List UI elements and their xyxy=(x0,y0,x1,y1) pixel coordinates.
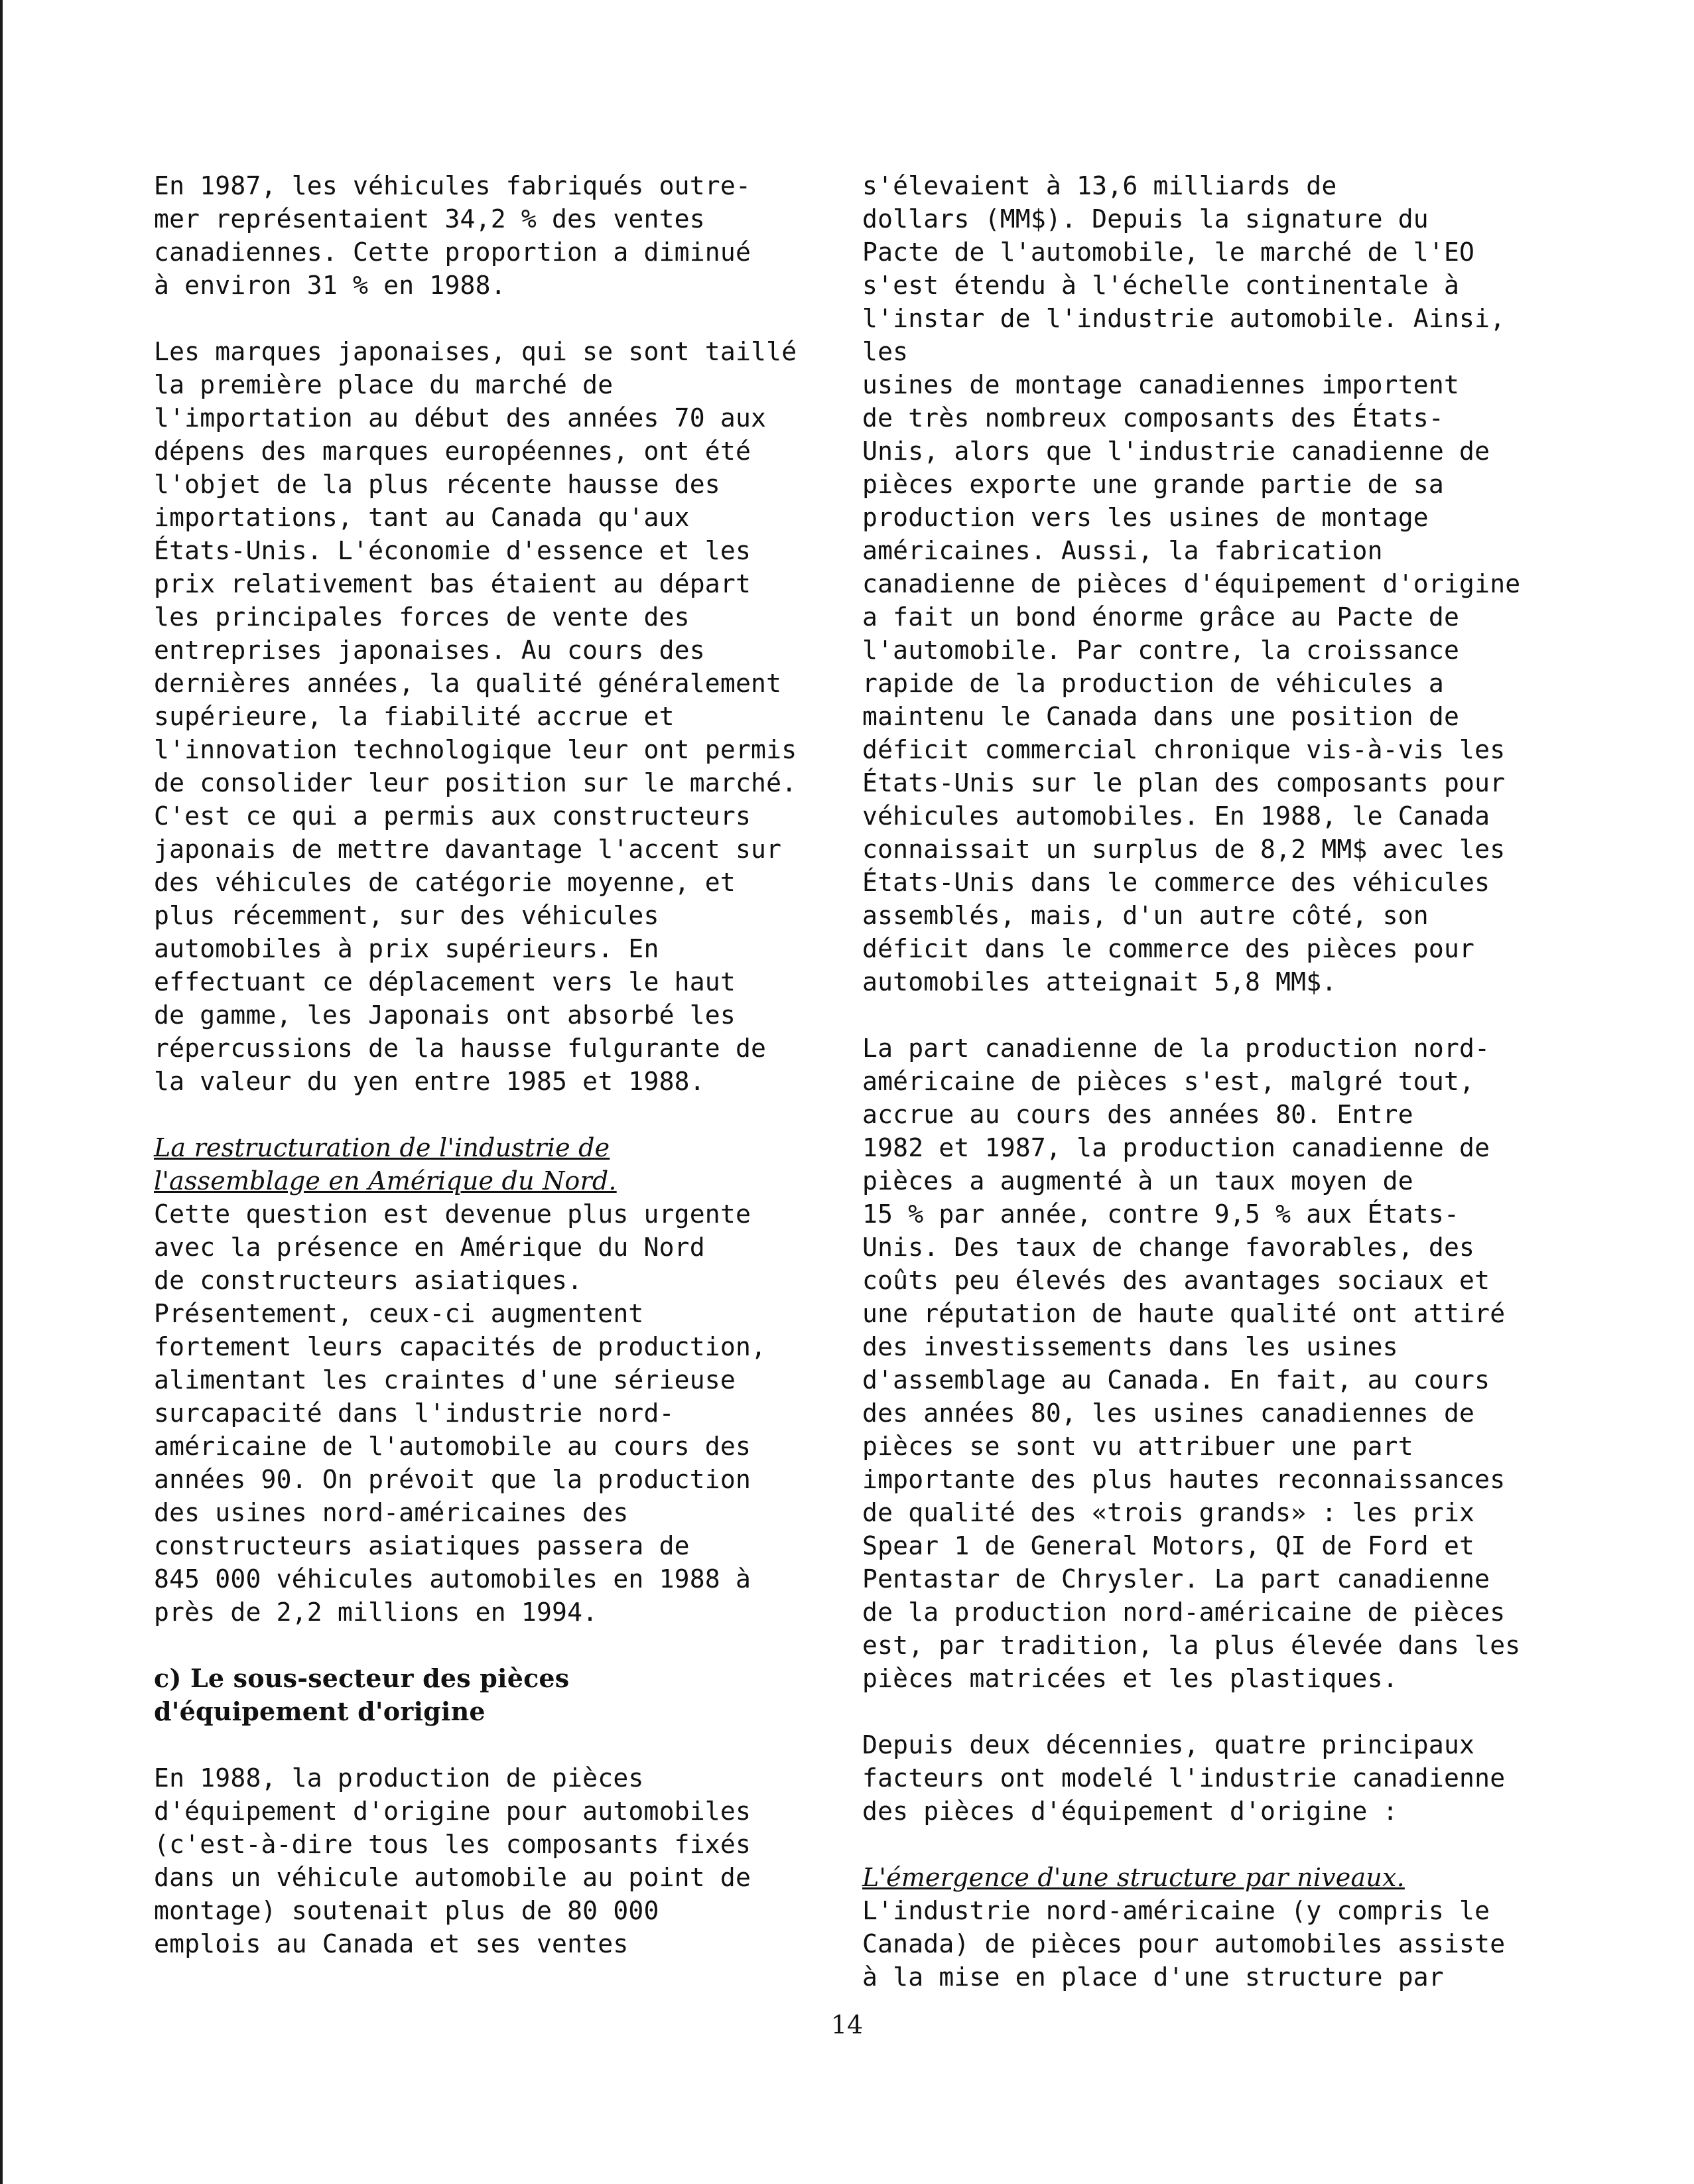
paragraph-japanese-brands: Les marques japonaises, qui se sont taillé la première place du marché de l'importation au début des années 70 aux dépens des marques européennes, ont été l'objet de la plus récente hausse des importations, tant au Canada qu'aux États-Unis. L'économie d'essence et les prix relativement bas étaient au départ les principales forces de vente des entreprises japonaises. Au cours des dernières années, la qualité généralement supérieure, la fiabilité accrue et l'innovation technologique leur ont permis de consolider leur position sur le marché. C'est ce qui a permis aux constructeurs japonais de mettre davantage l'accent sur des véhicules de catégorie moyenne, et plus récemment, sur des véhicules automobiles à prix supérieurs. En effectuant ce déplacement vers le haut de gamme, les Japonais ont absorbé les répercussions de la hausse fulgurante de la valeur du yen entre 1985 et 1988. xyxy=(154,337,797,1096)
paragraph-canadian-share: La part canadienne de la production nord- américaine de pièces s'est, malgré tout, accrue au cours des années 80. Entre 1982 et 1987, la production canadienne de pièces a augmenté à un taux moyen de 15 % par année, contre 9,5 % aux États- Unis. Des taux de change favorables, des coûts peu élevés des avantages sociaux et une réputation de haute qualité ont attiré des investissements dans les usines d'assemblage au Canada. En fait, au cours des années 80, les usines canadiennes de pièces se sont vu attribuer une part importante des plus hautes reconnaissances de qualité des «trois grands» : les prix Spear 1 de General Motors, QI de Ford et Pentastar de Chrysler. La part canadienne de la production nord-américaine de pièces est, par tradition, la plus élevée dans les pièces matricées et les plastiques. xyxy=(862,1034,1521,1693)
paragraph-oem-production: En 1988, la production de pièces d'équipement d'origine pour automobiles (c'est-à-dire tous les composants fixés dans un véhicule automobile au point de montage) soutenait plus de 80 000 emplois au Canada et ses ventes xyxy=(154,1763,751,1958)
paragraph-sales-continuation: s'élevaient à 13,6 milliards de dollars (MM$). Depuis la signature du Pacte de l'automobile, le marché de l'EO s'est étendu à l'échelle continentale à l'instar de l'industrie automobile. Ainsi, les usines de montage canadiennes importent de très nombreux composants des États- Unis, alors que l'industrie canadienne de pièces exporte une grande partie de sa production vers les usines de montage américaines. Aussi, la fabrication canadienne de pièces d'équipement d'origine a fait un bond énorme grâce au Pacte de l'automobile. Par contre, la croissance rapide de la production de véhicules a maintenu le Canada dans une position de déficit commercial chronique vis-à-vis les États-Unis sur le plan des composants pour véhicules automobiles. En 1988, le Canada connaissait un surplus de 8,2 MM$ avec les États-Unis dans le commerce des véhicules assemblés, mais, d'un autre côté, son déficit dans le commerce des pièces pour automobiles atteignait 5,8 MM$. xyxy=(862,171,1521,996)
scan-edge-line xyxy=(0,0,3,2184)
page-number: 14 xyxy=(830,2010,864,2039)
paragraph-tiered-structure: L'industrie nord-américaine (y compris le Canada) de pièces pour automobiles assiste à la mise en place d'une structure par xyxy=(862,1896,1506,1992)
right-column xyxy=(862,169,1532,1994)
left-column xyxy=(154,169,801,1960)
subheading-tiered-structure: L'émergence d'une structure par niveaux. xyxy=(862,1863,1405,1892)
paragraph-four-factors: Depuis deux décennies, quatre principaux facteurs ont modelé l'industrie canadienne des pièces d'équipement d'origine : xyxy=(862,1730,1506,1826)
section-heading-oem-parts: c) Le sous-secteur des pièces d'équipement d'origine xyxy=(154,1663,570,1726)
paragraph-asian-manufacturers: Cette question est devenue plus urgente avec la présence en Amérique du Nord de constructeurs asiatiques. Présentement, ceux-ci augmentent fortement leurs capacités de production, alimentant les craintes d'une sérieuse surcapacité dans l'industrie nord- américaine de l'automobile au cours des années 90. On prévoit que la production des usines nord-américaines des constructeurs asiatiques passera de 845 000 véhicules automobiles en 1988 à près de 2,2 millions en 1994. xyxy=(154,1199,767,1627)
paragraph-overseas-sales: En 1987, les véhicules fabriqués outre- mer représentaient 34,2 % des ventes canadiennes. Cette proportion a diminué à environ 31 % en 1988. xyxy=(154,171,751,300)
subheading-assembly-restructuring: La restructuration de l'industrie de l'assemblage en Amérique du Nord. xyxy=(154,1133,617,1195)
